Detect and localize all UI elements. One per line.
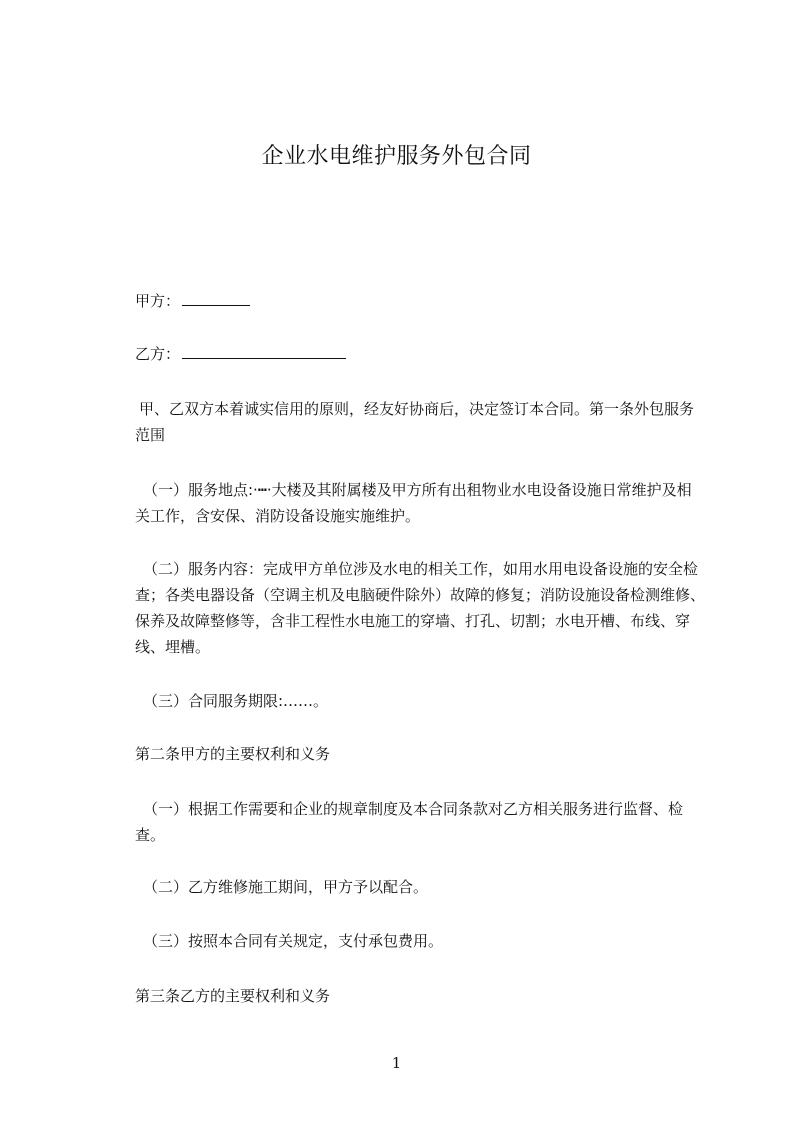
section-2-heading: 第二条甲方的主要权利和义务 xyxy=(135,745,331,763)
party-a-line xyxy=(135,288,250,314)
section-3-heading: 第三条乙方的主要权利和义务 xyxy=(135,987,331,1005)
intro-paragraph: 甲、乙双方本着诚实信用的原则，经友好协商后，决定签订本合同。第一条外包服务范围 xyxy=(135,400,695,444)
item-1-3: （三）合同服务期限:……。 xyxy=(143,692,329,710)
party-a-label: 甲方： xyxy=(135,292,181,310)
item-1-1: （一）服务地点:·┅·大楼及其附属楼及甲方所有出租物业水电设备设施日常维护及相关工作，含安保、消防设备设施实施维护。 xyxy=(135,481,692,525)
item-2-1: （一）根据工作需要和企业的规章制度及本合同条款对乙方相关服务进行监督、检查。 xyxy=(135,800,684,844)
item-2-2: （二）乙方维修施工期间，甲方予以配合。 xyxy=(143,878,429,896)
party-a-blank xyxy=(182,291,250,306)
item-1-2: （二）服务内容：完成甲方单位涉及水电的相关工作，如用水用电设备设施的安全检查；各类电器设备（空调主机及电脑硬件除外）故障的修复；消防设施设备检测维修、保养及故障整修等，含非工程性水电施工的穿墙、打孔、切割；水电开槽、布线、穿线、埋槽。 xyxy=(135,560,706,656)
party-b-label: 乙方： xyxy=(135,345,181,363)
item-2-3: （三）按照本合同有关规定，支付承包费用。 xyxy=(143,932,444,950)
party-b-blank xyxy=(182,344,346,359)
document-title: 企业水电维护服务外包合同 xyxy=(261,144,532,169)
page-number: 1 xyxy=(391,1054,402,1072)
party-b-line xyxy=(135,341,346,367)
